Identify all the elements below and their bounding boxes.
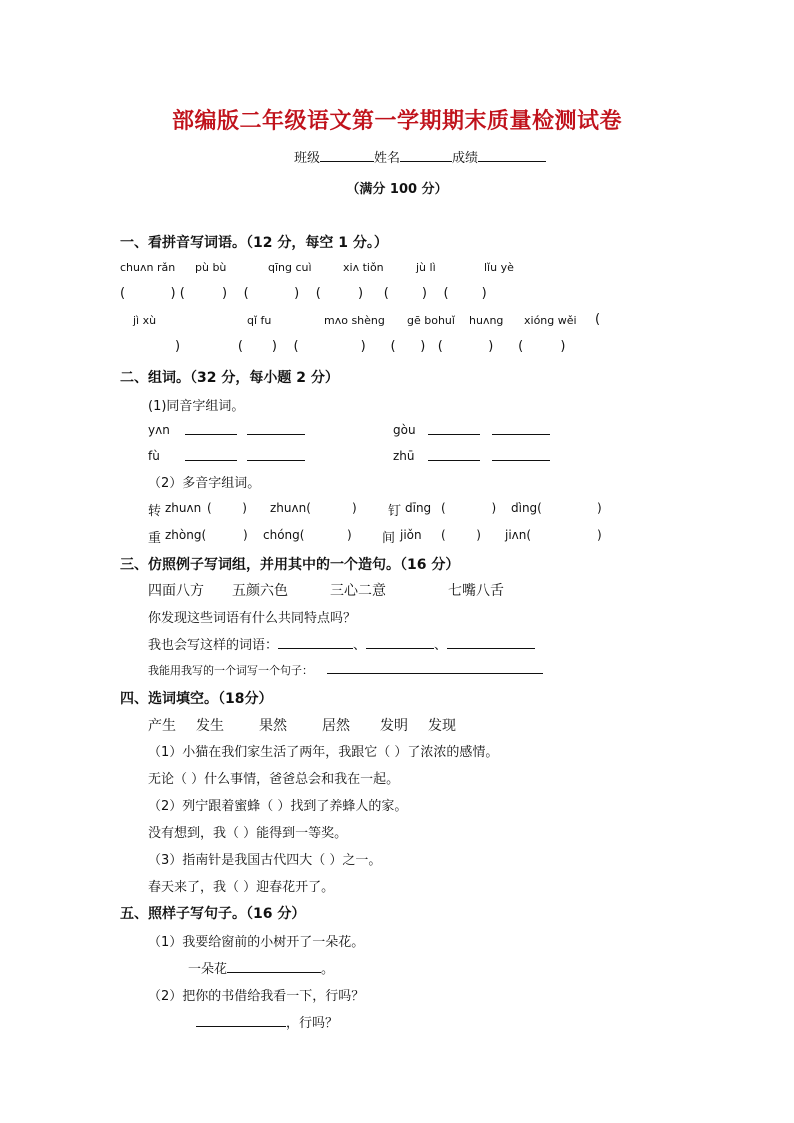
answer-line	[196, 1012, 338, 1031]
section-5-heading: 五、照样子写句子。（16 分）	[120, 906, 306, 922]
student-info-line	[294, 147, 546, 166]
question-label: 我能用我写的一个词写一个句子：	[148, 664, 313, 677]
answer-blank[interactable]	[227, 961, 321, 973]
pinyin-item: mʌo shèng	[324, 314, 385, 327]
sentence-blank[interactable]	[327, 662, 543, 674]
fill-blank-line: 春天来了，我（ ）迎春花开了。	[148, 880, 335, 895]
pinyin-item: zhū	[393, 449, 415, 463]
answer-blank[interactable]	[492, 422, 550, 435]
answer-blank[interactable]	[428, 448, 480, 461]
answer-blank[interactable]	[247, 448, 305, 461]
section-4-heading: 四、选词填空。（18分）	[120, 691, 273, 707]
polyphone-char: 间	[382, 531, 396, 546]
answer-blank[interactable]	[196, 1015, 286, 1027]
question-text	[148, 662, 543, 678]
fill-blank-line: （2）列宁跟着蜜蜂（ ）找到了养蜂人的家。	[148, 799, 408, 814]
question-text: 你发现这些词语有什么共同特点吗？	[148, 611, 357, 626]
example-idiom: 五颜六色	[232, 583, 288, 599]
answer-blank[interactable]	[447, 637, 535, 649]
fill-blank-line: 没有想到，我（ ）能得到一等奖。	[148, 826, 348, 841]
fill-blank-line: （3）指南针是我国古代四大（ ）之一。	[148, 853, 382, 868]
pinyin-item: gòu	[393, 423, 416, 437]
sub-question-1: (1)同音字组词。	[148, 399, 245, 414]
example-idiom: 四面八方	[148, 583, 204, 599]
pinyin-item: chuʌn rǎn	[120, 261, 176, 274]
word-option: 发生	[196, 718, 224, 734]
name-blank[interactable]	[400, 150, 452, 162]
question-label: 我也会写这样的词语：	[148, 638, 279, 653]
answer-parens[interactable]: (	[595, 312, 601, 327]
full-score: （满分 100 分）	[346, 182, 448, 197]
word-option: 居然	[322, 718, 350, 734]
sub-question-2: （2）多音字组词。	[148, 476, 261, 491]
pinyin-item: zhuʌn(	[270, 501, 311, 515]
name-label: 姓名	[374, 151, 401, 166]
pinyin-item: jì xù	[133, 314, 157, 327]
answer-parens[interactable]: )	[597, 528, 602, 542]
pinyin-item: xióng wěi	[524, 314, 577, 327]
question-text: 我也会写这样的词语： 、 、	[148, 634, 535, 653]
example-idiom: 三心二意	[330, 583, 386, 599]
pinyin-item: zhuʌn	[165, 501, 202, 515]
pinyin-item: dīng	[405, 501, 432, 515]
polyphone-char: 钉	[388, 504, 402, 519]
section-1-heading: 一、看拼音写词语。（12 分，每空 1 分。）	[120, 235, 388, 251]
pinyin-item: fù	[148, 449, 160, 463]
section-3-heading: 三、仿照例子写词组，并用其中的一个造句。（16 分）	[120, 557, 460, 573]
answer-parens[interactable]: ( )	[207, 501, 247, 515]
answer-parens-row[interactable]: ) ( ) ( ) ( ) ( ) ( )	[175, 339, 566, 354]
answer-parens[interactable]: )	[243, 528, 248, 542]
pinyin-item: qǐ fu	[247, 314, 272, 327]
pinyin-item: qīng cuì	[268, 261, 312, 274]
pinyin-item: jiǒn	[400, 528, 422, 542]
answer-blank[interactable]	[185, 422, 237, 435]
pinyin-item: lǐu yè	[484, 261, 514, 274]
answer-parens[interactable]: ( )	[441, 528, 481, 542]
page-title: 部编版二年级语文第一学期期末质量检测试卷	[171, 109, 622, 134]
pinyin-item: jiʌn(	[505, 528, 532, 542]
answer-blank[interactable]	[366, 637, 434, 649]
example-idiom: 七嘴八舌	[448, 583, 504, 599]
answer-parens-row[interactable]: ( ) ( ) ( ) ( ) ( ) ( )	[120, 286, 487, 301]
grade-label: 成绩	[452, 151, 479, 166]
answer-blank[interactable]	[185, 448, 237, 461]
answer-line: 一朵花 。	[188, 962, 335, 977]
polyphone-char: 转	[148, 504, 162, 519]
pinyin-item: pù bù	[195, 261, 227, 274]
pinyin-item: xiʌ tiǒn	[343, 261, 384, 274]
pinyin-item: dìng(	[511, 501, 542, 515]
answer-parens[interactable]: )	[347, 528, 352, 542]
fill-blank-line: （1）小猫在我们家生活了两年，我跟它（ ）了浓浓的感情。	[148, 745, 499, 760]
answer-parens[interactable]: )	[352, 501, 357, 515]
example-sentence: （2）把你的书借给我看一下，行吗？	[148, 989, 365, 1004]
class-blank[interactable]	[320, 150, 374, 162]
answer-suffix: ，行吗？	[286, 1016, 339, 1031]
pinyin-item: yʌn	[148, 423, 170, 437]
answer-parens[interactable]: )	[597, 501, 602, 515]
class-label: 班级	[294, 151, 321, 166]
grade-blank[interactable]	[478, 150, 546, 162]
polyphone-char: 重	[148, 531, 162, 546]
word-option: 发明	[380, 718, 408, 734]
answer-prefix: 一朵花	[188, 962, 228, 977]
pinyin-item: huʌng	[469, 314, 504, 327]
section-2-heading: 二、组词。（32 分，每小题 2 分）	[120, 370, 339, 386]
answer-blank[interactable]	[428, 422, 480, 435]
word-option: 产生	[148, 718, 176, 734]
pinyin-item: gē bohuǐ	[407, 314, 455, 327]
pinyin-item: zhòng(	[165, 528, 207, 542]
pinyin-item: chóng(	[263, 528, 305, 542]
word-option: 果然	[259, 718, 287, 734]
pinyin-item: jù lì	[416, 261, 436, 274]
answer-blank[interactable]	[247, 422, 305, 435]
answer-blank[interactable]	[278, 637, 353, 649]
answer-blank[interactable]	[492, 448, 550, 461]
word-option: 发现	[428, 718, 456, 734]
example-sentence: （1）我要给窗前的小树开了一朵花。	[148, 935, 365, 950]
answer-parens[interactable]: ( )	[441, 501, 497, 515]
fill-blank-line: 无论（ ）什么事情，爸爸总会和我在一起。	[148, 772, 400, 787]
